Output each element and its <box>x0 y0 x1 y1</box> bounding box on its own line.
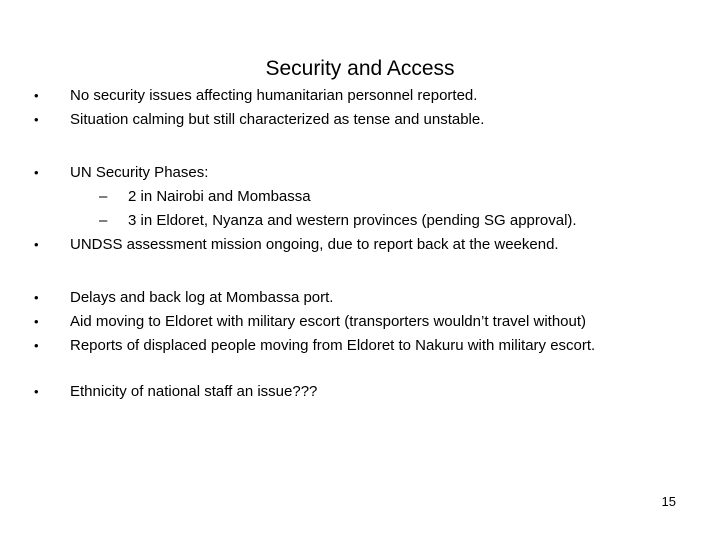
bullet-text: UNDSS assessment mission ongoing, due to report back at the weekend. <box>70 236 559 253</box>
bullet-text: No security issues affecting humanitarian personnel reported. <box>70 87 478 104</box>
bullet-text: Situation calming but still characterized as tense and unstable. <box>70 111 485 128</box>
bullet-icon: • <box>34 290 39 305</box>
bullet-icon: • <box>34 338 39 353</box>
sub-item-text: 2 in Nairobi and Mombassa <box>128 188 311 205</box>
page-number: 15 <box>661 494 676 509</box>
bullet-icon: • <box>34 384 39 399</box>
bullet-icon: • <box>34 314 39 329</box>
slide-title: Security and Access <box>265 57 455 80</box>
sub-item-1 <box>0 186 720 208</box>
bullet-icon: • <box>34 165 39 180</box>
bullet-item-2 <box>0 109 720 131</box>
bullet-item-5 <box>0 287 720 309</box>
bullet-item-7 <box>0 335 720 357</box>
sub-item-2 <box>0 210 720 232</box>
bullet-item-4 <box>0 234 720 256</box>
bullet-text: Delays and back log at Mombassa port. <box>70 289 334 306</box>
bullet-text: Reports of displaced people moving from Eldoret to Nakuru with military escort. <box>70 337 596 354</box>
bullet-item-1 <box>0 85 720 107</box>
dash-icon: – <box>99 188 108 205</box>
bullet-icon: • <box>34 112 39 127</box>
bullet-item-6 <box>0 311 720 333</box>
bullet-icon: • <box>34 237 39 252</box>
bullet-icon: • <box>34 88 39 103</box>
sub-item-text: 3 in Eldoret, Nyanza and western provinces (pending SG approval). <box>128 212 577 229</box>
bullet-text: UN Security Phases: <box>70 164 209 181</box>
bullet-text: Ethnicity of national staff an issue??? <box>70 383 318 400</box>
bullet-text: Aid moving to Eldoret with military escort (transporters wouldn’t travel without) <box>70 313 587 330</box>
bullet-item-3 <box>0 162 720 184</box>
dash-icon: – <box>99 212 108 229</box>
bullet-item-8 <box>0 381 720 403</box>
